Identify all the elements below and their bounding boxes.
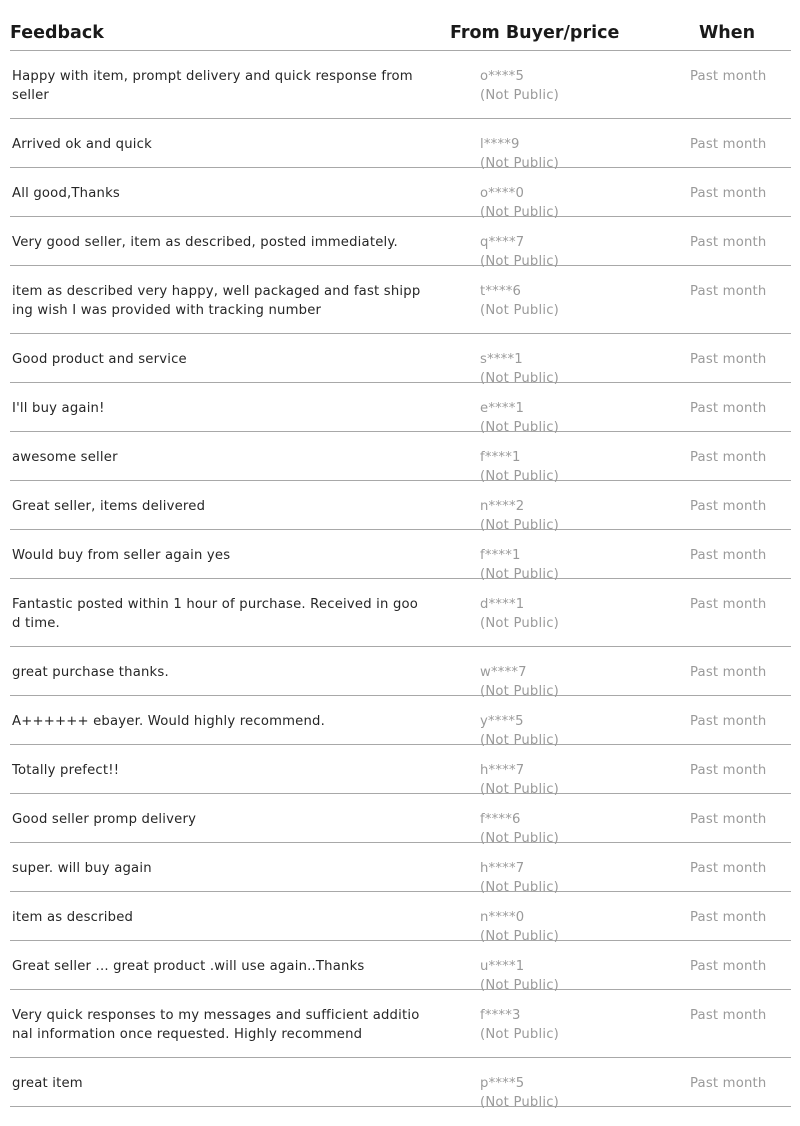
feedback-text: item as described	[12, 910, 134, 925]
not-public-note: (Not Public)	[480, 420, 560, 435]
not-public-note: (Not Public)	[480, 469, 560, 484]
not-public-note: (Not Public)	[480, 616, 560, 631]
feedback-text: awesome seller	[12, 450, 118, 465]
buyer-id: f****1	[480, 548, 521, 563]
buyer-id: p****5	[480, 1076, 525, 1091]
not-public-note: (Not Public)	[480, 156, 560, 171]
table-row	[10, 168, 791, 220]
feedback-time: Past month	[690, 1008, 767, 1023]
table-header	[10, 0, 791, 51]
feedback-time: Past month	[690, 1076, 767, 1091]
table-row	[10, 941, 791, 993]
buyer-id: f****3	[480, 1008, 521, 1023]
feedback-time: Past month	[690, 137, 767, 152]
table-row	[10, 334, 791, 386]
not-public-note: (Not Public)	[480, 1095, 560, 1110]
table-row	[10, 383, 791, 435]
feedback-time: Past month	[690, 352, 767, 367]
feedback-text: Happy with item, prompt delivery and quick response from seller	[12, 69, 413, 103]
table-row	[10, 892, 791, 944]
table-row	[10, 266, 791, 334]
not-public-note: (Not Public)	[480, 88, 560, 103]
feedback-time: Past month	[690, 763, 767, 778]
buyer-id: o****0	[480, 186, 525, 201]
feedback-time: Past month	[690, 401, 767, 416]
feedback-time: Past month	[690, 861, 767, 876]
feedback-text: great purchase thanks.	[12, 665, 169, 680]
buyer-id: l****9	[480, 137, 520, 152]
when-column-header: When	[699, 23, 756, 43]
not-public-note: (Not Public)	[480, 567, 560, 582]
table-row	[10, 794, 791, 846]
not-public-note: (Not Public)	[480, 782, 560, 797]
not-public-note: (Not Public)	[480, 371, 560, 386]
buyer-id: h****7	[480, 861, 525, 876]
feedback-text: Good product and service	[12, 352, 187, 367]
feedback-text: Would buy from seller again yes	[12, 548, 231, 563]
feedback-text: super. will buy again	[12, 861, 152, 876]
not-public-note: (Not Public)	[480, 518, 560, 533]
buyer-id: h****7	[480, 763, 525, 778]
table-row	[10, 696, 791, 748]
feedback-time: Past month	[690, 284, 767, 299]
feedback-text: Fantastic posted within 1 hour of purchase. Received in good time.	[12, 597, 419, 631]
table-row	[10, 579, 791, 647]
not-public-note: (Not Public)	[480, 880, 560, 895]
buyer-column-header: From Buyer/price	[450, 23, 620, 43]
feedback-time: Past month	[690, 665, 767, 680]
buyer-id: u****1	[480, 959, 525, 974]
feedback-text: All good,Thanks	[12, 186, 120, 201]
feedback-time: Past month	[690, 597, 767, 612]
not-public-note: (Not Public)	[480, 831, 560, 846]
feedback-table	[10, 0, 791, 1110]
buyer-id: s****1	[480, 352, 523, 367]
feedback-time: Past month	[690, 235, 767, 250]
table-row	[10, 432, 791, 484]
feedback-time: Past month	[690, 69, 767, 84]
feedback-text: Great seller ... great product .will use again..Thanks	[12, 959, 365, 974]
not-public-note: (Not Public)	[480, 1027, 560, 1042]
feedback-time: Past month	[690, 812, 767, 827]
feedback-text: Very quick responses to my messages and sufficient additional information once requested. Highly recommend	[12, 1008, 420, 1042]
not-public-note: (Not Public)	[480, 205, 560, 220]
feedback-text: Great seller, items delivered	[12, 499, 206, 514]
feedback-column-header: Feedback	[10, 23, 104, 43]
feedback-time: Past month	[690, 714, 767, 729]
buyer-id: q****7	[480, 235, 525, 250]
feedback-text: Good seller promp delivery	[12, 812, 197, 827]
buyer-id: w****7	[480, 665, 527, 680]
buyer-id: f****6	[480, 812, 521, 827]
table-row	[10, 119, 791, 171]
feedback-text: I'll buy again!	[12, 401, 105, 416]
table-row	[10, 1058, 791, 1110]
feedback-time: Past month	[690, 450, 767, 465]
not-public-note: (Not Public)	[480, 978, 560, 993]
feedback-time: Past month	[690, 959, 767, 974]
not-public-note: (Not Public)	[480, 733, 560, 748]
table-row	[10, 530, 791, 582]
table-row	[10, 481, 791, 533]
feedback-text: A++++++ ebayer. Would highly recommend.	[12, 714, 326, 729]
not-public-note: (Not Public)	[480, 254, 560, 269]
buyer-id: d****1	[480, 597, 525, 612]
not-public-note: (Not Public)	[480, 929, 560, 944]
table-row	[10, 990, 791, 1058]
not-public-note: (Not Public)	[480, 303, 560, 318]
not-public-note: (Not Public)	[480, 684, 560, 699]
table-row	[10, 647, 791, 699]
buyer-id: n****0	[480, 910, 525, 925]
feedback-text: Totally prefect!!	[12, 763, 120, 778]
feedback-time: Past month	[690, 548, 767, 563]
buyer-id: o****5	[480, 69, 525, 84]
feedback-text: Arrived ok and quick	[12, 137, 152, 152]
buyer-id: y****5	[480, 714, 524, 729]
feedback-time: Past month	[690, 186, 767, 201]
table-row	[10, 217, 791, 269]
feedback-time: Past month	[690, 910, 767, 925]
feedback-text: item as described very happy, well packaged and fast shipping wish I was provided with tracking number	[12, 284, 421, 318]
table-row	[10, 745, 791, 797]
buyer-id: e****1	[480, 401, 525, 416]
feedback-time: Past month	[690, 499, 767, 514]
table-row	[10, 843, 791, 895]
table-row	[10, 51, 791, 119]
buyer-id: f****1	[480, 450, 521, 465]
buyer-id: n****2	[480, 499, 525, 514]
feedback-text: great item	[12, 1076, 83, 1091]
buyer-id: t****6	[480, 284, 522, 299]
feedback-text: Very good seller, item as described, posted immediately.	[12, 235, 398, 250]
